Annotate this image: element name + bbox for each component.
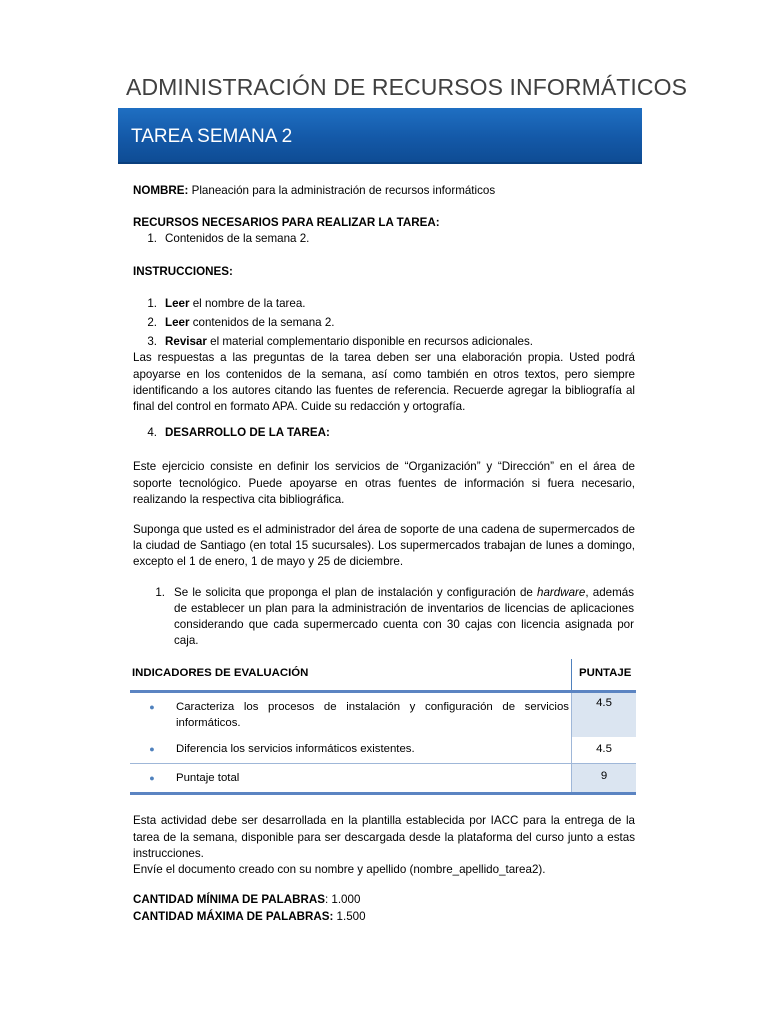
bullet-icon: ● xyxy=(149,701,155,712)
max-words: CANTIDAD MÁXIMA DE PALABRAS: 1.500 xyxy=(133,909,366,923)
submission-instruction: Envíe el documento creado con su nombre y apellido (nombre_apellido_tarea2). xyxy=(133,863,546,877)
instrucciones-paragraph: Las respuestas a las preguntas de la tarea deben ser una elaboración propia. Usted podrá apoyarse en los contenidos de la semana, así como también en otros textos, pero siempre identificando a los autores citando las fuentes de referencia. Recuerde agregar la bibliografía al final del control en formato APA. Cuide su redacción y ortografía. xyxy=(133,351,635,414)
list-number: 1. xyxy=(155,585,165,599)
list-text: Revisar el material complementario disponible en recursos adicionales. xyxy=(165,335,533,349)
instruction-item xyxy=(133,296,635,312)
title-banner xyxy=(118,108,642,164)
nombre-value: Planeación para la administración de recursos informáticos xyxy=(188,184,496,197)
indicator-score: 4.5 xyxy=(572,691,637,737)
desarrollo-title: DESARROLLO DE LA TAREA: xyxy=(165,426,330,440)
table-header-row xyxy=(130,659,636,691)
list-number: 4. xyxy=(147,426,157,440)
nombre-line xyxy=(133,183,635,199)
score-header: PUNTAJE xyxy=(572,659,637,691)
list-text: Leer el nombre de la tarea. xyxy=(165,296,306,310)
document-title: ADMINISTRACIÓN DE RECURSOS INFORMÁTICOS xyxy=(126,74,688,100)
task-text: Se le solicita que proponga el plan de instalación y configuración de hardware, además de establecer un plan para la administración de inventarios de licencias de aplicaciones considerando que cada supermercado cuenta con 30 cajas con licencia asignada por caja. xyxy=(174,585,634,648)
document-body xyxy=(133,183,635,925)
nombre-label: NOMBRE: xyxy=(133,184,189,197)
list-number: 3. xyxy=(147,335,157,349)
list-number: 2. xyxy=(147,316,157,330)
desarrollo-paragraph-1: Este ejercicio consiste en definir los servicios de “Organización” y “Dirección” en el área de soporte tecnológico. Puede apoyarse en otras fuentes de información si fuera necesario, realizando la respectiva cita bibliográfica. xyxy=(133,460,635,506)
table-row xyxy=(130,691,636,737)
indicator-score: 4.5 xyxy=(572,737,637,764)
list-number: 1. xyxy=(147,296,157,310)
indicator-text: Caracteriza los procesos de instalación y configuración de servicios informáticos. xyxy=(176,700,569,729)
indicators-header: INDICADORES DE EVALUACIÓN xyxy=(132,667,309,680)
banner-title: TAREA SEMANA 2 xyxy=(131,126,293,147)
recursos-heading: RECURSOS NECESARIOS PARA REALIZAR LA TAREA: xyxy=(133,216,440,230)
list-text: Leer contenidos de la semana 2. xyxy=(165,316,335,330)
list-text: Contenidos de la semana 2. xyxy=(165,232,310,246)
bullet-icon: ● xyxy=(149,744,155,755)
evaluation-table xyxy=(130,659,636,795)
task-item xyxy=(133,585,635,650)
total-row xyxy=(130,764,636,794)
table-row xyxy=(130,737,636,764)
recursos-item xyxy=(133,231,635,247)
bullet-icon: ● xyxy=(149,773,155,784)
instruction-item xyxy=(133,334,635,350)
indicator-text: Diferencia los servicios informáticos existentes. xyxy=(176,743,415,756)
instruction-item xyxy=(133,315,635,331)
total-label: Puntaje total xyxy=(176,772,240,785)
list-number: 1. xyxy=(147,232,157,246)
desarrollo-paragraph-2: Suponga que usted es el administrador del área de soporte de una cadena de supermercados de la ciudad de Santiago (en total 15 sucursales). Los supermercados trabajan de lunes a domingo, excepto el 1 de enero, 1 de mayo y 25 de diciembre. xyxy=(133,523,635,569)
closing-paragraph: Esta actividad debe ser desarrollada en la plantilla establecida por IACC para la entrega de la tarea de la semana, disponible para ser descargada desde la plataforma del curso junto a estas instrucciones. xyxy=(133,814,635,860)
desarrollo-heading xyxy=(133,425,635,441)
total-score: 9 xyxy=(572,764,637,794)
min-words: CANTIDAD MÍNIMA DE PALABRAS: 1.000 xyxy=(133,893,361,907)
instrucciones-heading: INSTRUCCIONES: xyxy=(133,264,233,278)
